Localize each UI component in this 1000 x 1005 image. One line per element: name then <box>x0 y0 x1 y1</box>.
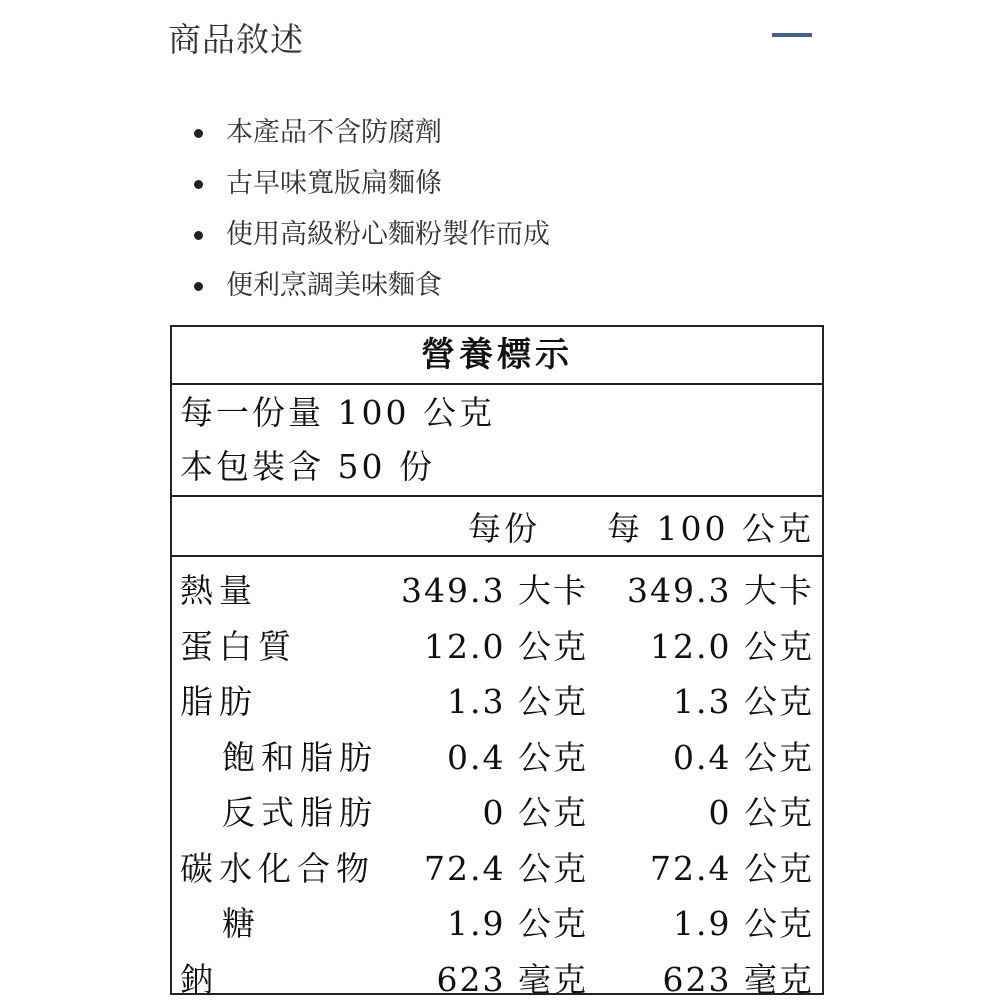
col-per-100g: 每 100 公克 <box>607 503 814 550</box>
per-100g-value: 72.4 公克 <box>650 843 814 890</box>
nutrient-name: 鈉 <box>180 954 219 1001</box>
list-item: 便利烹調美味麵食 <box>190 265 550 316</box>
list-item: 本產品不含防腐劑 <box>190 112 550 163</box>
per-100g-value: 349.3 大卡 <box>627 565 814 612</box>
nutrition-title: 營養標示 <box>172 327 822 385</box>
table-row <box>172 728 822 784</box>
per-serving-value: 0.4 公克 <box>447 732 588 779</box>
collapse-button[interactable] <box>770 25 814 45</box>
table-row <box>172 672 822 728</box>
table-row <box>172 894 822 950</box>
feature-list <box>190 112 550 316</box>
nutrient-name: 脂肪 <box>180 676 258 723</box>
bullet-icon <box>194 129 203 138</box>
table-row <box>172 950 822 1005</box>
table-row <box>172 561 822 617</box>
per-100g-value: 0 公克 <box>709 787 815 834</box>
col-per-serving: 每份 <box>468 503 540 550</box>
per-serving-value: 623 毫克 <box>437 954 588 1001</box>
servings-per-package: 本包裝含 50 份 <box>180 439 822 493</box>
bullet-icon <box>194 180 203 189</box>
per-serving-value: 1.3 公克 <box>447 676 588 723</box>
minus-icon <box>772 33 812 37</box>
column-headers <box>172 497 822 557</box>
nutrient-name: 碳水化合物 <box>180 843 375 890</box>
per-100g-value: 0.4 公克 <box>673 732 814 779</box>
bullet-icon <box>194 282 203 291</box>
per-serving-value: 72.4 公克 <box>424 843 588 890</box>
serving-info <box>172 385 822 497</box>
serving-size: 每一份量 100 公克 <box>180 385 822 439</box>
list-item: 使用高級粉心麵粉製作而成 <box>190 214 550 265</box>
table-row <box>172 783 822 839</box>
nutrition-label <box>170 325 824 995</box>
per-100g-value: 1.9 公克 <box>673 898 814 945</box>
per-100g-value: 12.0 公克 <box>650 621 814 668</box>
per-100g-value: 623 毫克 <box>663 954 814 1001</box>
nutrient-name: 反式脂肪 <box>222 787 378 834</box>
nutrient-rows <box>172 557 822 1005</box>
section-title: 商品敘述 <box>168 14 304 61</box>
per-100g-value: 1.3 公克 <box>673 676 814 723</box>
nutrient-name: 糖 <box>222 898 261 945</box>
per-serving-value: 12.0 公克 <box>424 621 588 668</box>
bullet-icon <box>194 231 203 240</box>
per-serving-value: 349.3 大卡 <box>401 565 588 612</box>
nutrient-name: 熱量 <box>180 565 258 612</box>
nutrient-name: 飽和脂肪 <box>222 732 378 779</box>
table-row <box>172 839 822 895</box>
nutrient-name: 蛋白質 <box>180 621 297 668</box>
per-serving-value: 0 公克 <box>483 787 589 834</box>
list-item: 古早味寬版扁麵條 <box>190 163 550 214</box>
per-serving-value: 1.9 公克 <box>447 898 588 945</box>
table-row <box>172 617 822 673</box>
